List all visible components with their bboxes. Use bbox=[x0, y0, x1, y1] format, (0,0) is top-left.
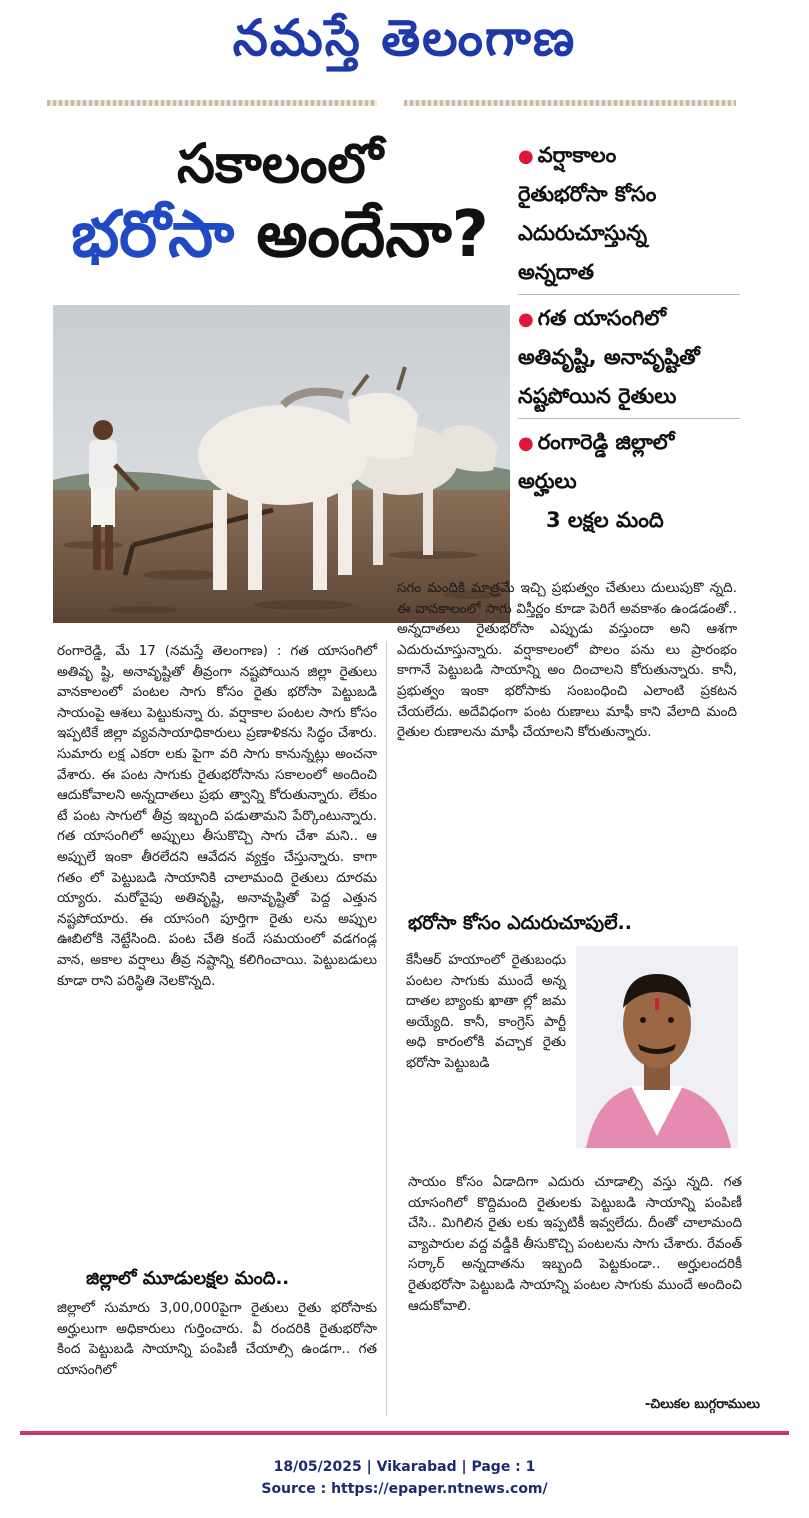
subheading-district: జిల్లాలో మూడులక్షల మంది.. bbox=[86, 1268, 290, 1289]
bullet-icon: ● bbox=[518, 433, 534, 454]
article-column-2: సగం మందికి మాత్రమే ఇచ్చి ప్రభుత్వం చేతులు దులుపుకొ న్నది. ఈ వానకాలంలో సాగు విస్తీర్ణం కూడా పెరిగే అవకాశం ఉండడంతో.. అన్నదాతలు రైతుభరోసా ఎప్పుడు వస్తుందా అని ఆశగా ఎదురుచూస్తున్నారు. వర్షాకాలంలో పొలం పను లు ప్రారంభం కాగానే పెట్టుబడి సాయాన్ని అం దించాలని కోరుతున్నారు. కానీ, ప్రభుత్వం ఇంకా భరోసాకు సంబంధించి ఎలాంటి ప్రకటన చేయలేదు. అదేవిధంగా పంట రుణాలు మాఫీ కాని వేలాది మంది రైతుల రుణాలను మాఫీ చేయాలని కోరుతున్నారు. bbox=[397, 580, 737, 741]
headline-line1: సకాలంలో bbox=[177, 132, 383, 195]
farmer-portrait-photo bbox=[576, 946, 738, 1148]
highlights-box bbox=[518, 136, 740, 540]
article-column-2-continued: సాయం కోసం ఏడాదిగా ఎదురు చూడాల్సి వస్తు న్నది. గత యాసంగిలో కొద్దిమంది రైతులకు పెట్టుబడి సాయాన్ని పంపిణీ చేసి.. మిగిలిన రైతు లకు ఇప్పటికీ ఇవ్వలేదు. దీంతో చాలామంది వ్యాపారుల వద్ద వడ్డీకి తీసుకొచ్చి పంటలను సాగు చేశారు. రేవంత్ సర్కార్ అన్నదాతను ఇబ్బంది పెట్టకుండా.. అర్హులందరికీ రైతుభరోసా పెట్టుబడి సాయాన్ని పంటల సాగుకు ముందే అందించి ఆదుకోవాలి. bbox=[408, 1174, 742, 1314]
highlight-text: అన్నదాత bbox=[518, 260, 594, 284]
highlight-divider bbox=[518, 294, 740, 295]
highlight-text: అతివృష్టి, అనావృష్టితో bbox=[518, 345, 700, 369]
newspaper-title: నమస్తే తెలంగాణ bbox=[232, 8, 577, 67]
bullet-icon: ● bbox=[518, 309, 534, 330]
article-column-1: రంగారెడ్డి, మే 17 (నమస్తే తెలంగాణ) : గత యాసంగిలో అతివృ ష్టి, అనావృష్టితో తీవ్రంగా నష్టపోయిన జిల్లా రైతులు వానకాలంలో పంటల సాగు కోసం రైతు భరోసా పెట్టుబడి సాయంపై ఆశలు పెట్టుకున్నా రు. వర్షాకాల పంటల సాగు కోసం ఇప్పటికే జిల్లా వ్యవసాయాధికారులు ప్రణాళికను సిద్ధం చేశారు. సుమారు లక్ష ఎకరా లకు పైగా వరి సాగు కానున్నట్లు అంచనా వేశారు. ఈ పంట సాగుకు రైతుభరోసాను సకాలంలో అందించి ఆదుకోవాలని అన్నదాతలు ప్రభు త్వాన్ని కోరుతున్నారు. లేకుం టే పంట సాగులో తీవ్ర ఇబ్బంది పడుతామని పేర్కొంటున్నారు. గత యాసంగిలో అప్పులు తీసుకొచ్చి సాగు చేశా మని.. ఆ అప్పులే ఇంకా తీరలేదని ఆవేదన వ్యక్తం చేస్తున్నారు. కాగా గతం లో పెట్టుబడి సాయానికి చాలామంది రైతులు దూరమ య్యారు. మరోవైపు అతివృష్టి, అనావృష్టితో పెద్ద ఎత్తున నష్టపోయారు. ఈ యాసంగి పూర్తిగా రైతు లను అప్పుల ఊబిలోకి నెట్టేసింది. పంట చేతి కందే సమయంలో వడగండ్ల వాన, అకాల వర్షాలు తీవ్ర నష్టాన్ని కలిగించాయి. పెట్టుబడులు కూడా రాని పరిస్థితి నెలకొన్నది. bbox=[57, 643, 377, 989]
masthead-rule-left bbox=[47, 100, 377, 106]
article-column-2-beside-photo: కేసీఆర్ హయాంలో రైతుబంధు పంటల సాగుకు ముందే అన్న దాతల బ్యాంకు ఖాతా ల్లో జమ అయ్యేది. కానీ, కాంగ్రెస్ పార్టీ అధి కారంలోకి వచ్చాక రైతు భరోసా పెట్టుబడి bbox=[406, 952, 566, 1071]
headline-line2 bbox=[50, 198, 510, 287]
reporter-byline: -చిలుకల బుగ్గరాములు bbox=[644, 1397, 760, 1412]
farmer-bullocks-photo bbox=[53, 305, 510, 623]
headline-black-words: అందేనా? bbox=[234, 198, 489, 272]
highlight-text: రైతుభరోసా కోసం bbox=[518, 182, 657, 206]
highlight-text: 3 లక్షల మంది bbox=[546, 508, 664, 532]
highlight-text: గత యాసంగిలో bbox=[537, 306, 666, 330]
highlight-item bbox=[518, 423, 740, 540]
footer-source: Source : https://epaper.ntnews.com/ bbox=[261, 1481, 548, 1497]
article-column-1-continued: జిల్లాలో సుమారు 3,00,000పైగా రైతులు రైతు భరోసాకు అర్హులుగా అధికారులు గుర్తించారు. వీ రందరికి రైతుభరోసా కింద పెట్టుబడి సాయాన్ని పంపిణీ చేయాల్సి ఉండగా.. గత యాసంగిలో bbox=[57, 1300, 377, 1378]
highlight-text: వర్షాకాలం bbox=[537, 143, 617, 167]
highlight-text: నష్టపోయిన రైతులు bbox=[518, 384, 677, 408]
subheading-waiting: భరోసా కోసం ఎదురుచూపులే.. bbox=[408, 912, 632, 934]
highlight-item bbox=[518, 299, 740, 416]
highlight-text: రంగారెడ్డి జిల్లాలో bbox=[537, 430, 675, 454]
masthead bbox=[0, 0, 809, 100]
column-divider bbox=[386, 641, 387, 1416]
highlight-divider bbox=[518, 418, 740, 419]
footer-rule bbox=[20, 1431, 789, 1435]
headline-blue-word: భరోసా bbox=[71, 198, 235, 272]
highlight-text: ఎదురుచూస్తున్న bbox=[518, 221, 648, 245]
masthead-rule-right bbox=[404, 100, 736, 106]
footer-date-edition: 18/05/2025 | Vikarabad | Page : 1 bbox=[273, 1459, 536, 1475]
bullet-icon: ● bbox=[518, 146, 534, 167]
highlight-text: అర్హులు bbox=[518, 469, 577, 493]
highlight-item bbox=[518, 136, 740, 292]
